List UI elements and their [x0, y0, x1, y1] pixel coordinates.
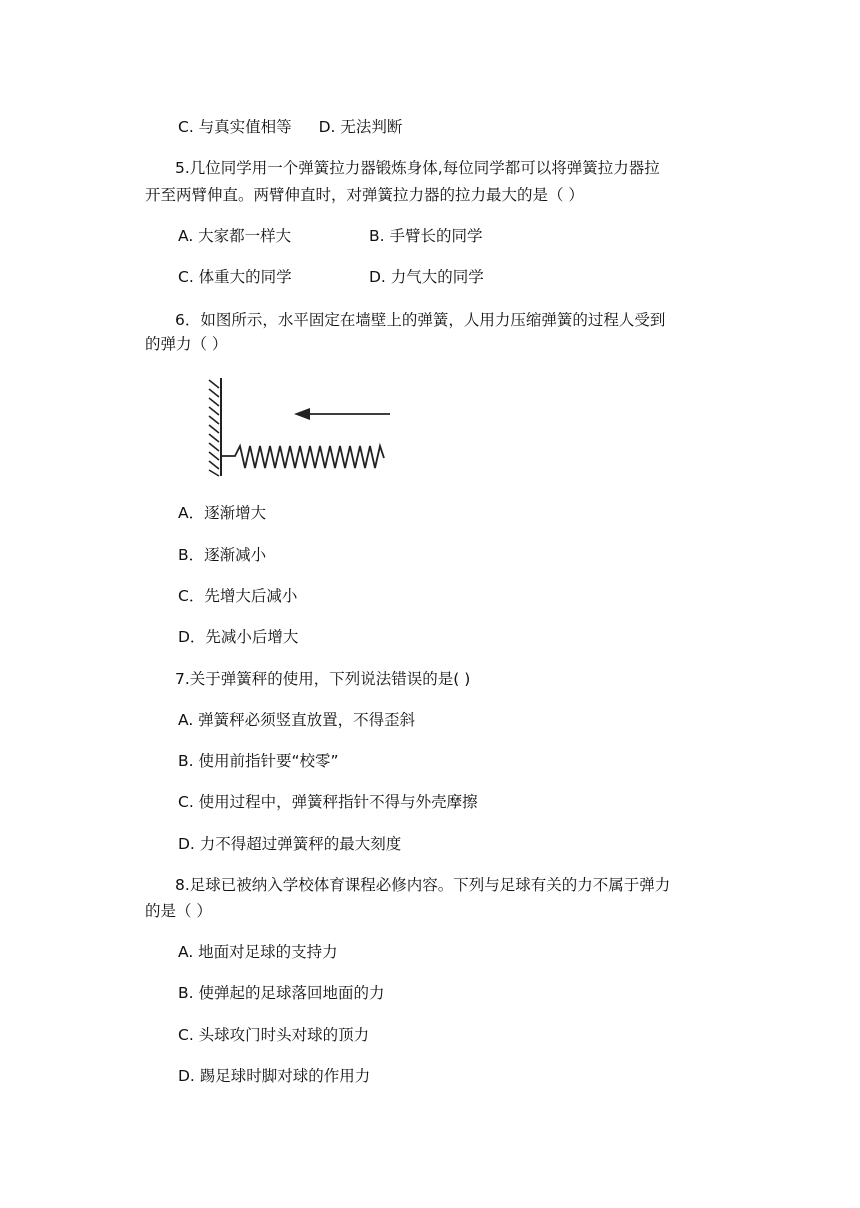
q5-option-b: B. 手臂长的同学 — [369, 227, 483, 245]
spring-wall-figure — [202, 376, 394, 480]
q5-stem-line1: 5.几位同学用一个弹簧拉力器锻炼身体,每位同学都可以将弹簧拉力器拉 — [175, 159, 660, 177]
q5-option-a: A. 大家都一样大 — [178, 227, 292, 245]
q8-option-a: A. 地面对足球的支持力 — [178, 943, 338, 961]
q6-option-d: D．先减小后增大 — [178, 628, 299, 646]
spring-coil — [221, 446, 384, 468]
q7-option-a: A. 弹簧秤必须竖直放置，不得歪斜 — [178, 711, 416, 729]
q8-option-d: D. 踢足球时脚对球的作用力 — [178, 1067, 371, 1085]
q8-stem-line1: 8.足球已被纳入学校体育课程必修内容。下列与足球有关的力不属于弹力 — [175, 876, 671, 894]
q8-option-b: B. 使弹起的足球落回地面的力 — [178, 984, 385, 1002]
q7-stem: 7.关于弹簧秤的使用，下列说法错误的是( ) — [175, 670, 471, 688]
q5-stem-line2: 开至两臂伸直。两臂伸直时，对弹簧拉力器的拉力最大的是（ ） — [145, 186, 584, 204]
q8-stem-line2: 的是（ ） — [145, 902, 212, 920]
q6-option-c: C．先增大后减小 — [178, 587, 298, 605]
q7-option-b: B. 使用前指针要“校零” — [178, 752, 339, 770]
q6-option-b: B．逐渐减小 — [178, 546, 267, 564]
wall-hatching — [209, 378, 221, 476]
q6-stem-line1: 6．如图所示，水平固定在墙壁上的弹簧，人用力压缩弹簧的过程人受到 — [175, 311, 666, 329]
force-arrow — [294, 408, 390, 420]
q6-option-a: A．逐渐增大 — [178, 504, 267, 522]
q4-option-c: C. 与真实值相等 — [178, 118, 292, 136]
q8-option-c: C. 头球攻门时头对球的顶力 — [178, 1026, 370, 1044]
q7-option-d: D. 力不得超过弹簧秤的最大刻度 — [178, 835, 402, 853]
q6-stem-line2: 的弹力（ ） — [145, 335, 228, 353]
q5-option-d: D. 力气大的同学 — [369, 268, 484, 286]
q4-options-cd — [178, 117, 402, 137]
q4-option-d: D. 无法判断 — [318, 118, 403, 136]
q5-option-c: C. 体重大的同学 — [178, 268, 292, 286]
q7-option-c: C. 使用过程中，弹簧秤指针不得与外壳摩擦 — [178, 793, 478, 811]
